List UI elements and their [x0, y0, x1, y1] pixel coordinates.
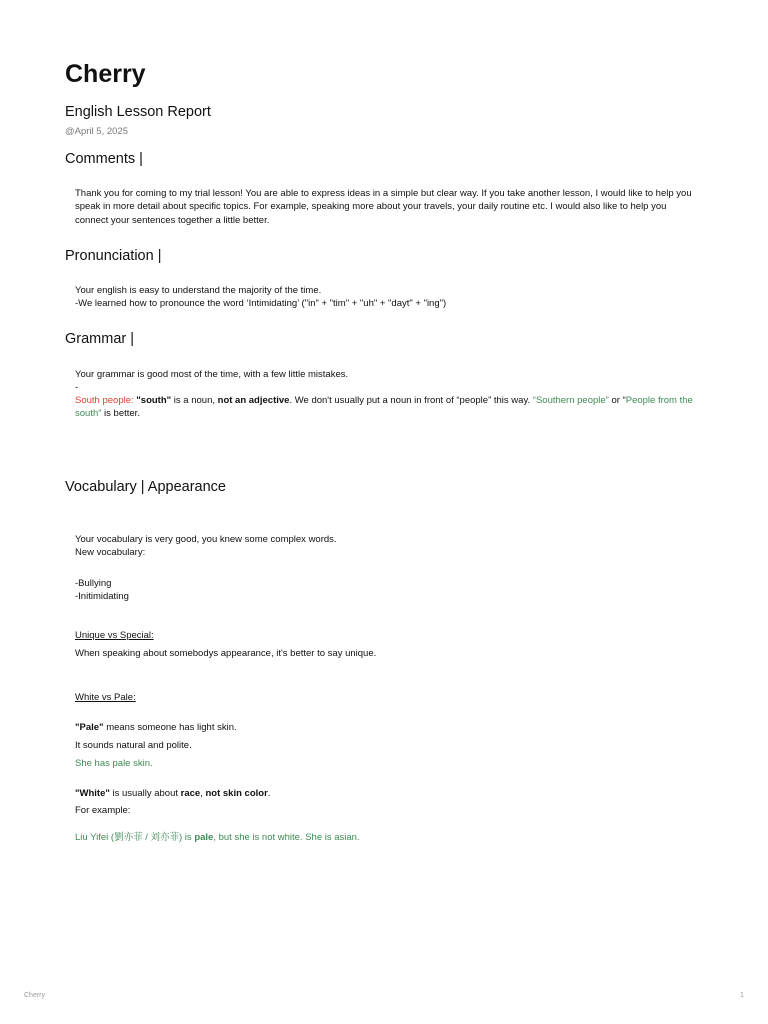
white-example — [75, 831, 360, 844]
correct-option-1: “Southern people” — [532, 395, 609, 406]
or-connector: or “ — [608, 395, 626, 406]
pale-term: "Pale" — [75, 722, 104, 733]
report-subtitle: English Lesson Report — [65, 104, 211, 120]
vocab-word-1: -Bullying — [75, 578, 112, 589]
vocab-word-2: -Initimidating — [75, 591, 129, 602]
example-pale: pale — [194, 832, 214, 843]
unique-vs-special-heading: Unique vs Special: — [75, 630, 154, 641]
pronunciation-heading: Pronunciation | — [65, 248, 162, 264]
incorrect-phrase: South people: — [75, 395, 134, 406]
comma-sep: , — [200, 788, 206, 799]
grammar-line-1: Your grammar is good most of the time, with a few little mistakes. — [75, 369, 349, 380]
vocabulary-line-1: Your vocabulary is very good, you knew some complex words. — [75, 534, 337, 545]
footer-title: Cherry — [24, 992, 46, 999]
white-term: "White" — [75, 788, 110, 799]
unique-vs-special-text: When speaking about somebodys appearance, it's better to say unique. — [75, 648, 377, 659]
better-note: is better. — [101, 408, 140, 420]
pale-definition-text: means someone has light skin. — [103, 722, 237, 733]
white-definition — [75, 787, 270, 800]
pale-note: It sounds natural and polite. — [75, 740, 192, 751]
for-example-label: For example: — [75, 805, 131, 816]
not-skin-color-term: not skin color — [205, 788, 268, 799]
page-number: 1 — [740, 992, 744, 999]
page-title: Cherry — [65, 60, 146, 88]
pronunciation-line-2: -We learned how to pronounce the word ‘Intimidating’ ("in" + "tim" + "uh" + "dayt" + "ing") — [75, 298, 447, 309]
correct-option-2: People from the south” — [75, 395, 693, 420]
grammar-correction — [75, 394, 695, 421]
south-term: "south" — [136, 395, 172, 406]
grammar-dash: - — [75, 382, 79, 393]
comments-text: Thank you for coming to my trial lesson! You are able to express ideas in a simple but clear way. If you take another lesson, I would like to help you speak in more detail about specific topics. For example, speaking more about your travels, your daily routine etc. I would also like to help you connect your sentences together a little better. — [75, 188, 692, 226]
comments-heading: Comments | — [65, 151, 143, 167]
example-start: Liu Yifei (劉亦菲 / 刘亦菲) is — [75, 832, 195, 843]
white-mid-text: is usually about — [109, 788, 181, 799]
vocabulary-heading: Vocabulary | Appearance — [65, 479, 226, 495]
vocabulary-line-2: New vocabulary: — [75, 547, 146, 558]
grammar-heading: Grammar | — [65, 331, 135, 347]
not-adjective-note: not an adjective — [217, 395, 290, 406]
noun-note: is a noun, — [171, 395, 218, 406]
grammar-explanation: . We don't usually put a noun in front of “people” this way. — [289, 395, 533, 406]
pronunciation-line-1: Your english is easy to understand the majority of the time. — [75, 285, 322, 296]
example-end: , but she is not white. She is asian. — [213, 832, 360, 843]
report-date: @April 5, 2025 — [65, 126, 128, 137]
pale-definition — [75, 721, 237, 734]
race-term: race — [180, 788, 201, 799]
white-vs-pale-heading: White vs Pale: — [75, 692, 136, 703]
period: . — [267, 788, 271, 799]
pale-example: She has pale skin. — [75, 758, 153, 769]
